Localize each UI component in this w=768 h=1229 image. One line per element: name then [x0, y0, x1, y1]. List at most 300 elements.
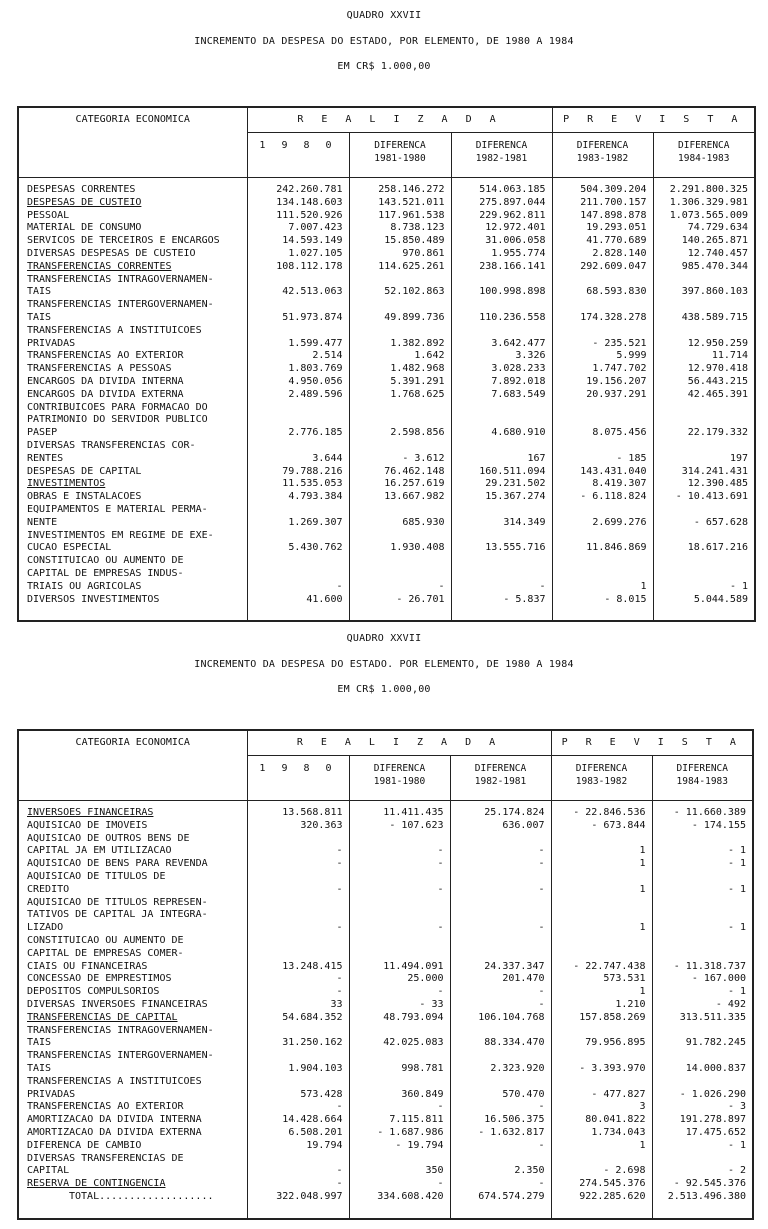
cell-value: - 1.026.290 [652, 1089, 753, 1102]
cell-value: 143.521.011 [349, 197, 451, 210]
cell-value [652, 897, 753, 910]
cell-value [552, 568, 653, 581]
table-row [18, 1178, 753, 1191]
cell-value: 13.555.716 [451, 542, 552, 555]
table-row [18, 1153, 753, 1166]
table-row [18, 440, 755, 453]
cell-value: 1.747.702 [552, 363, 653, 376]
cell-value: 167 [451, 453, 552, 466]
row-label: DIVERSAS TRANSFERENCIAS COR- [18, 440, 247, 453]
row-label: ENCARGOS DA DIVIDA EXTERNA [18, 389, 247, 402]
cell-value: 14.428.664 [247, 1114, 349, 1127]
cell-value: 7.683.549 [451, 389, 552, 402]
cell-value: 1.382.892 [349, 338, 451, 351]
cell-value [349, 414, 451, 427]
cell-value: 1.210 [551, 999, 652, 1012]
column-header-period: 1981-1980 [373, 776, 426, 787]
cell-value: 320.363 [247, 820, 349, 833]
cell-value: - [450, 1178, 551, 1191]
cell-value: - [349, 884, 450, 897]
cell-value [551, 871, 652, 884]
column-header-diff-1982-1981 [450, 756, 551, 801]
table-row [18, 594, 755, 607]
row-label: RENTES [18, 453, 247, 466]
cell-value: - 673.844 [551, 820, 652, 833]
table-row [18, 1063, 753, 1076]
spacer-row [18, 1204, 753, 1219]
row-label: CAPITAL [18, 1165, 247, 1178]
table-row [18, 581, 755, 594]
cell-value: 438.589.715 [653, 312, 755, 325]
column-header-diff-1981-1980 [349, 133, 451, 178]
cell-value [451, 568, 552, 581]
table-row [18, 504, 755, 517]
cell-value: 350 [349, 1165, 450, 1178]
table-row [18, 389, 755, 402]
cell-value: 42.025.083 [349, 1037, 450, 1050]
table-row [18, 801, 753, 820]
cell-value: 20.937.291 [552, 389, 653, 402]
table-title: INCREMENTO DA DESPESA DO ESTADO. POR ELEMENTO, DE 1980 A 1984 [194, 659, 574, 670]
cell-value [450, 871, 551, 884]
column-header-label: DIFERENCA [575, 763, 628, 774]
cell-value [653, 440, 755, 453]
cell-value: 11.411.435 [349, 801, 450, 820]
cell-value [653, 299, 755, 312]
cell-value: 5.044.589 [653, 594, 755, 607]
cell-value: 49.899.736 [349, 312, 451, 325]
cell-value [652, 871, 753, 884]
cell-value: 1.027.105 [247, 248, 349, 261]
total-value: 322.048.997 [247, 1191, 349, 1204]
cell-value [247, 555, 349, 568]
cell-value: 685.930 [349, 517, 451, 530]
cell-value [349, 1153, 450, 1166]
cell-value [450, 935, 551, 948]
cell-value: 1.073.565.009 [653, 210, 755, 223]
table-row [18, 261, 755, 274]
empty-cell [247, 1204, 349, 1219]
cell-value: 12.390.485 [653, 478, 755, 491]
row-label: TRANSFERENCIAS A INSTITUICOES [18, 325, 247, 338]
cell-value: 12.970.418 [653, 363, 755, 376]
cell-value: - 185 [552, 453, 653, 466]
cell-value: 56.443.215 [653, 376, 755, 389]
table-row [18, 222, 755, 235]
cell-value [653, 325, 755, 338]
cell-value: 134.148.603 [247, 197, 349, 210]
cell-value [349, 935, 450, 948]
cell-value: 160.511.094 [451, 466, 552, 479]
row-label: INVESTIMENTOS [18, 478, 247, 491]
cell-value [349, 1025, 450, 1038]
row-label: AQUISICAO DE OUTROS BENS DE [18, 833, 247, 846]
cell-value [451, 504, 552, 517]
cell-value [551, 935, 652, 948]
empty-cell [18, 606, 247, 621]
cell-value [450, 1025, 551, 1038]
cell-value: 5.430.762 [247, 542, 349, 555]
cell-value: - [247, 1178, 349, 1191]
table-row [18, 491, 755, 504]
total-value: 334.608.420 [349, 1191, 450, 1204]
cell-value: 5.999 [552, 350, 653, 363]
spacer-row [18, 606, 755, 621]
row-label: CONTRIBUICOES PARA FORMACAO DO [18, 402, 247, 415]
cell-value: 1.306.329.981 [653, 197, 755, 210]
cell-value: - 11.318.737 [652, 961, 753, 974]
cell-value: 314.241.431 [653, 466, 755, 479]
cell-value [653, 504, 755, 517]
cell-value: 1 [552, 581, 653, 594]
cell-value: - 26.701 [349, 594, 451, 607]
cell-value: 1.904.103 [247, 1063, 349, 1076]
cell-value: 16.257.619 [349, 478, 451, 491]
cell-value [552, 440, 653, 453]
cell-value: 3.326 [451, 350, 552, 363]
cell-value: - 1 [653, 581, 755, 594]
row-label: TRANSFERENCIAS AO EXTERIOR [18, 350, 247, 363]
column-group-prevista: P R E V I S T A [552, 107, 755, 133]
empty-cell [18, 1204, 247, 1219]
row-label: NENTE [18, 517, 247, 530]
cell-value: 1.955.774 [451, 248, 552, 261]
cell-value: 313.511.335 [652, 1012, 753, 1025]
column-header-diff-1983-1982 [551, 756, 652, 801]
cell-value [451, 402, 552, 415]
cell-value: 191.278.897 [652, 1114, 753, 1127]
cell-value [349, 948, 450, 961]
cell-value: 7.892.018 [451, 376, 552, 389]
cell-value: 13.667.982 [349, 491, 451, 504]
table-row [18, 312, 755, 325]
cell-value [652, 1076, 753, 1089]
cell-value: 2.699.276 [552, 517, 653, 530]
cell-value: - 174.155 [652, 820, 753, 833]
cell-value: 2.489.596 [247, 389, 349, 402]
row-label: CAPITAL DE EMPRESAS COMER- [18, 948, 247, 961]
cell-value [551, 948, 652, 961]
row-label: TRANSFERENCIAS A INSTITUICOES [18, 1076, 247, 1089]
row-label: DESPESAS DE CUSTEIO [18, 197, 247, 210]
table-row [18, 1114, 753, 1127]
row-label: ENCARGOS DA DIVIDA INTERNA [18, 376, 247, 389]
cell-value: - [450, 922, 551, 935]
cell-value [552, 299, 653, 312]
cell-value [349, 402, 451, 415]
table-row [18, 858, 753, 871]
row-label: EQUIPAMENTOS E MATERIAL PERMA- [18, 504, 247, 517]
cell-value [451, 299, 552, 312]
cell-value: 1.642 [349, 350, 451, 363]
empty-cell [349, 606, 451, 621]
cell-value: 292.609.047 [552, 261, 653, 274]
cell-value [349, 325, 451, 338]
table-row [18, 363, 755, 376]
cell-value: - 1 [652, 845, 753, 858]
row-label: OBRAS E INSTALACOES [18, 491, 247, 504]
table-row [18, 999, 753, 1012]
cell-value [247, 414, 349, 427]
row-label: TRANSFERENCIAS DE CAPITAL [18, 1012, 247, 1025]
empty-cell [552, 606, 653, 621]
cell-value: 238.166.141 [451, 261, 552, 274]
cell-value [652, 1153, 753, 1166]
cell-value: - [450, 1140, 551, 1153]
cell-value [349, 440, 451, 453]
cell-value [450, 833, 551, 846]
cell-value: - [247, 986, 349, 999]
cell-value [451, 440, 552, 453]
cell-value [247, 325, 349, 338]
table-row [18, 1140, 753, 1153]
cell-value: - [450, 1101, 551, 1114]
cell-value: 24.337.347 [450, 961, 551, 974]
cell-value: 147.898.878 [552, 210, 653, 223]
cell-value: 998.781 [349, 1063, 450, 1076]
cell-value: - 5.837 [451, 594, 552, 607]
cell-value: 7.115.811 [349, 1114, 450, 1127]
row-label: DESPESAS DE CAPITAL [18, 466, 247, 479]
empty-cell [653, 606, 755, 621]
table-row [18, 845, 753, 858]
row-label: TRANSFERENCIAS A PESSOAS [18, 363, 247, 376]
cell-value [349, 1050, 450, 1063]
cell-value [349, 530, 451, 543]
cell-value: 15.850.489 [349, 235, 451, 248]
cell-value: 3.028.233 [451, 363, 552, 376]
table-row [18, 1101, 753, 1114]
cell-value [349, 871, 450, 884]
cell-value [247, 504, 349, 517]
table-row [18, 402, 755, 415]
cell-value: 1 [551, 845, 652, 858]
table-row [18, 871, 753, 884]
cell-value: - 1.632.817 [450, 1127, 551, 1140]
table-row [18, 1050, 753, 1063]
table-row [18, 897, 753, 910]
cell-value: - [247, 581, 349, 594]
row-label: INVERSOES FINANCEIRAS [18, 801, 247, 820]
column-header-category: CATEGORIA ECONOMICA [18, 730, 247, 801]
cell-value: - 1 [652, 986, 753, 999]
row-label: AQUISICAO DE IMOVEIS [18, 820, 247, 833]
total-row [18, 1191, 753, 1204]
cell-value: 2.598.856 [349, 427, 451, 440]
cell-value [451, 325, 552, 338]
cell-value: - 22.846.536 [551, 801, 652, 820]
cell-value [652, 909, 753, 922]
cell-value [653, 402, 755, 415]
row-label: TRANSFERENCIAS CORRENTES [18, 261, 247, 274]
cell-value: 514.063.185 [451, 178, 552, 197]
table-row [18, 884, 753, 897]
cell-value: 3.642.477 [451, 338, 552, 351]
table-row [18, 197, 755, 210]
cell-value [551, 897, 652, 910]
cell-value [247, 402, 349, 415]
cell-value: 108.112.178 [247, 261, 349, 274]
cell-value: - 235.521 [552, 338, 653, 351]
cell-value: 25.000 [349, 973, 450, 986]
cell-value: 970.861 [349, 248, 451, 261]
cell-value [652, 948, 753, 961]
row-label: PRIVADAS [18, 338, 247, 351]
cell-value: 1.599.477 [247, 338, 349, 351]
cell-value: - [349, 986, 450, 999]
row-label: TRIAIS OU AGRICOLAS [18, 581, 247, 594]
cell-value: 1.930.408 [349, 542, 451, 555]
cell-value: 33 [247, 999, 349, 1012]
cell-value: 31.006.058 [451, 235, 552, 248]
table-row [18, 517, 755, 530]
cell-value: - [349, 845, 450, 858]
cell-value [247, 1153, 349, 1166]
cell-value: 1.734.043 [551, 1127, 652, 1140]
cell-value: 80.041.822 [551, 1114, 652, 1127]
table-row [18, 286, 755, 299]
table-row [18, 1012, 753, 1025]
cell-value [552, 274, 653, 287]
cell-value: 3 [551, 1101, 652, 1114]
cell-value: - 2 [652, 1165, 753, 1178]
table-row [18, 542, 755, 555]
table-row [18, 274, 755, 287]
empty-cell [247, 606, 349, 621]
table-body [18, 178, 755, 622]
cell-value: - [247, 884, 349, 897]
cell-value: - [349, 1178, 450, 1191]
cell-value: 16.506.375 [450, 1114, 551, 1127]
cell-value: 42.465.391 [653, 389, 755, 402]
row-label: TRANSFERENCIAS INTRAGOVERNAMEN- [18, 1025, 247, 1038]
cell-value: 143.431.040 [552, 466, 653, 479]
cell-value: 100.998.898 [451, 286, 552, 299]
table-row [18, 948, 753, 961]
column-group-prevista: P R E V I S T A [551, 730, 753, 756]
cell-value: - [450, 999, 551, 1012]
cell-value: 48.793.094 [349, 1012, 450, 1025]
column-header-label: DIFERENCA [374, 140, 426, 151]
cell-value: 1 [551, 986, 652, 999]
row-label: CAPITAL JA EM UTILIZACAO [18, 845, 247, 858]
cell-value [247, 568, 349, 581]
cell-value: 51.973.874 [247, 312, 349, 325]
cell-value: - 19.794 [349, 1140, 450, 1153]
cell-value: - [349, 858, 450, 871]
cell-value: - 1 [652, 858, 753, 871]
cell-value: - 107.623 [349, 820, 450, 833]
table-row [18, 210, 755, 223]
cell-value: 258.146.272 [349, 178, 451, 197]
cell-value [551, 909, 652, 922]
row-label: MATERIAL DE CONSUMO [18, 222, 247, 235]
cell-value [247, 274, 349, 287]
cell-value: 8.419.307 [552, 478, 653, 491]
cell-value: - 22.747.438 [551, 961, 652, 974]
cell-value: 174.328.278 [552, 312, 653, 325]
row-label: LIZADO [18, 922, 247, 935]
cell-value: - [247, 922, 349, 935]
cell-value: 1.768.625 [349, 389, 451, 402]
row-label: AQUISICAO DE TITULOS REPRESEN- [18, 897, 247, 910]
table-row [18, 235, 755, 248]
row-label: PATRIMONIO DO SERVIDOR PUBLICO [18, 414, 247, 427]
cell-value: 985.470.344 [653, 261, 755, 274]
cell-value: - 11.660.389 [652, 801, 753, 820]
column-header-diff-1983-1982 [552, 133, 653, 178]
cell-value [247, 299, 349, 312]
row-label: TRANSFERENCIAS INTERGOVERNAMEN- [18, 299, 247, 312]
empty-cell [349, 1204, 450, 1219]
expense-table-2 [17, 729, 754, 1220]
cell-value [451, 530, 552, 543]
cell-value: 1.269.307 [247, 517, 349, 530]
cell-value: - 8.015 [552, 594, 653, 607]
row-label: TAIS [18, 1063, 247, 1076]
cell-value [349, 299, 451, 312]
cell-value [349, 504, 451, 517]
cell-value [551, 833, 652, 846]
cell-value: 360.849 [349, 1089, 450, 1102]
row-label: PASEP [18, 427, 247, 440]
column-header-label: DIFERENCA [676, 763, 728, 774]
cell-value: 11.846.869 [552, 542, 653, 555]
row-label: CREDITO [18, 884, 247, 897]
table-row [18, 414, 755, 427]
cell-value [349, 897, 450, 910]
cell-value: 4.680.910 [451, 427, 552, 440]
cell-value: - 33 [349, 999, 450, 1012]
cell-value: 5.391.291 [349, 376, 451, 389]
cell-value: 211.700.157 [552, 197, 653, 210]
row-label: AQUISICAO DE TITULOS DE [18, 871, 247, 884]
table-row [18, 530, 755, 543]
cell-value: - [451, 581, 552, 594]
row-label: INVESTIMENTOS EM REGIME DE EXE- [18, 530, 247, 543]
empty-cell [451, 606, 552, 621]
cell-value: 1.803.769 [247, 363, 349, 376]
cell-value [653, 414, 755, 427]
row-label: PRIVADAS [18, 1089, 247, 1102]
cell-value: 140.265.871 [653, 235, 755, 248]
cell-value: 106.104.768 [450, 1012, 551, 1025]
cell-value: 570.470 [450, 1089, 551, 1102]
cell-value [652, 1025, 753, 1038]
cell-value: 2.828.140 [552, 248, 653, 261]
cell-value: 54.684.352 [247, 1012, 349, 1025]
row-label: AMORTIZACAO DA DIVIDA EXTERNA [18, 1127, 247, 1140]
row-label: TAIS [18, 312, 247, 325]
cell-value [349, 555, 451, 568]
row-label: RESERVA DE CONTINGENCIA [18, 1178, 247, 1191]
cell-value [247, 935, 349, 948]
cell-value: 52.102.863 [349, 286, 451, 299]
cell-value: - 1 [652, 1140, 753, 1153]
cell-value: 4.793.384 [247, 491, 349, 504]
cell-value: 1 [551, 922, 652, 935]
cell-value: 1.482.968 [349, 363, 451, 376]
cell-value: 504.309.204 [552, 178, 653, 197]
cell-value [450, 897, 551, 910]
table-row [18, 973, 753, 986]
column-header-period: 1982-1981 [474, 776, 527, 787]
cell-value: 11.714 [653, 350, 755, 363]
cell-value: - [247, 858, 349, 871]
cell-value: 114.625.261 [349, 261, 451, 274]
cell-value: - [247, 1165, 349, 1178]
cell-value [247, 1025, 349, 1038]
